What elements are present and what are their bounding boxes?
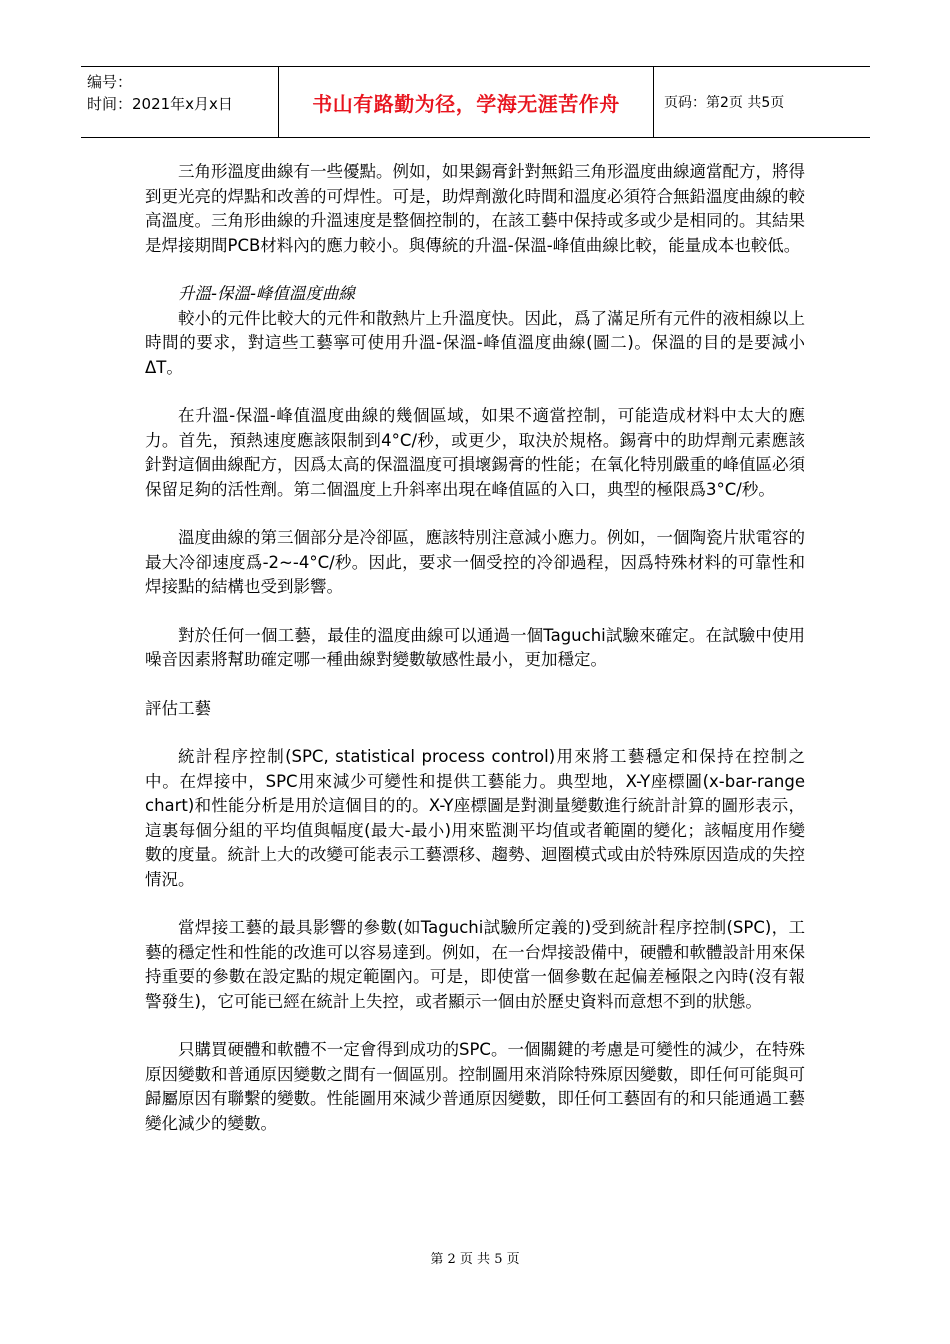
paragraph-hardware-software: 只購買硬體和軟體不一定會得到成功的SPC。一個關鍵的考慮是可變性的減少，在特殊原因變數和普通原因變數之間有一個區別。控制圖用來消除特殊原因變數，即任何可能與可歸屬原因有聯繫的變數。性能圖用來減少普通原因變數，即任何工藝固有的和只能通過工藝變化減少的變數。: [145, 1040, 805, 1133]
page-footer: 第 2 页 共 5 页: [430, 1252, 520, 1267]
page-header: [81, 66, 870, 138]
paragraph-spc: 統計程序控制(SPC, statistical process control)用來將工藝穩定和保持在控制之中。在焊接中，SPC用來減少可變性和提供工藝能力。典型地，X-Y座標圖(x-bar-range chart)和性能分析是用於這個目的的。X-Y座標圖是對測量變數進行統計計算的圖形表示，這裏每個分組的平均值與幅度(最大-最小)用來監測平均值或者範圍的變化；該幅度用作變數的度量。統計上大的改變可能表示工藝漂移、趨勢、迴圈模式或由於特殊原因造成的失控情況。: [145, 747, 805, 889]
header-motto: 书山有路勤为径，学海无涯苦作舟: [279, 67, 654, 137]
section-heading-ramp-soak-spike: 升溫-保溫-峰值溫度曲線: [178, 284, 355, 303]
paragraph-cooling-zone: 溫度曲線的第三個部分是冷卻區，應該特別注意減小應力。例如，一個陶瓷片狀電容的最大冷卻速度爲-2~-4°C/秒。因此，要求一個受控的冷卻過程，因爲特殊材料的可靠性和焊接點的結構也受到影響。: [145, 528, 805, 596]
paragraph-taguchi: 對於任何一個工藝，最佳的溫度曲線可以通過一個Taguchi試驗來確定。在試驗中使用噪音因素將幫助確定哪一種曲線對變數敏感性最小，更加穩定。: [145, 625, 805, 669]
paragraph-stress-regions: 在升溫-保溫-峰值溫度曲線的幾個區域，如果不適當控制，可能造成材料中太大的應力。首先，預熱速度應該限制到4°C/秒，或更少，取決於規格。錫膏中的助焊劑元素應該針對這個曲線配方，因爲太高的保溫溫度可損壞錫膏的性能；在氧化特別嚴重的峰值區必須保留足夠的活性劑。第二個溫度上升斜率出現在峰值區的入口，典型的極限爲3°C/秒。: [145, 406, 805, 499]
paragraph-triangle-profile: 三角形溫度曲線有一些優點。例如，如果錫膏針對無鉛三角形溫度曲線適當配方，將得到更光亮的焊點和改善的可焊性。可是，助焊劑激化時間和溫度必須符合無鉛溫度曲線的較高溫度。三角形曲線的升溫速度是整個控制的，在該工藝中保持或多或少是相同的。其結果是焊接期間PCB材料內的應力較小。與傳統的升溫-保溫-峰值曲線比較，能量成本也較低。: [145, 162, 805, 255]
header-meta: [81, 67, 279, 137]
document-date-label: 时间：2021年x月x日: [87, 95, 233, 113]
paragraph-small-components: 較小的元件比較大的元件和散熱片上升溫度快。因此，爲了滿足所有元件的液相線以上時間的要求，對這些工藝寧可使用升溫-保溫-峰值溫度曲線(圖二)。保溫的目的是要減小ΔT。: [145, 308, 805, 377]
document-body: [145, 160, 805, 1160]
paragraph-spc-influence: 當焊接工藝的最具影響的參數(如Taguchi試驗所定義的)受到統計程序控制(SPC)，工藝的穩定性和性能的改進可以容易達到。例如，在一台焊接設備中，硬體和軟體設計用來保持重要的參數在設定點的規定範圍內。可是，即使當一個參數在起偏差極限之內時(沒有報警發生)，它可能已經在統計上失控，或者顯示一個由於歷史資料而意想不到的狀態。: [145, 918, 805, 1011]
section-heading-evaluate-process: 評估工藝: [145, 698, 211, 718]
header-page-number: 页码：第2页 共5页: [664, 95, 785, 111]
document-number-label: 编号：: [87, 73, 133, 91]
